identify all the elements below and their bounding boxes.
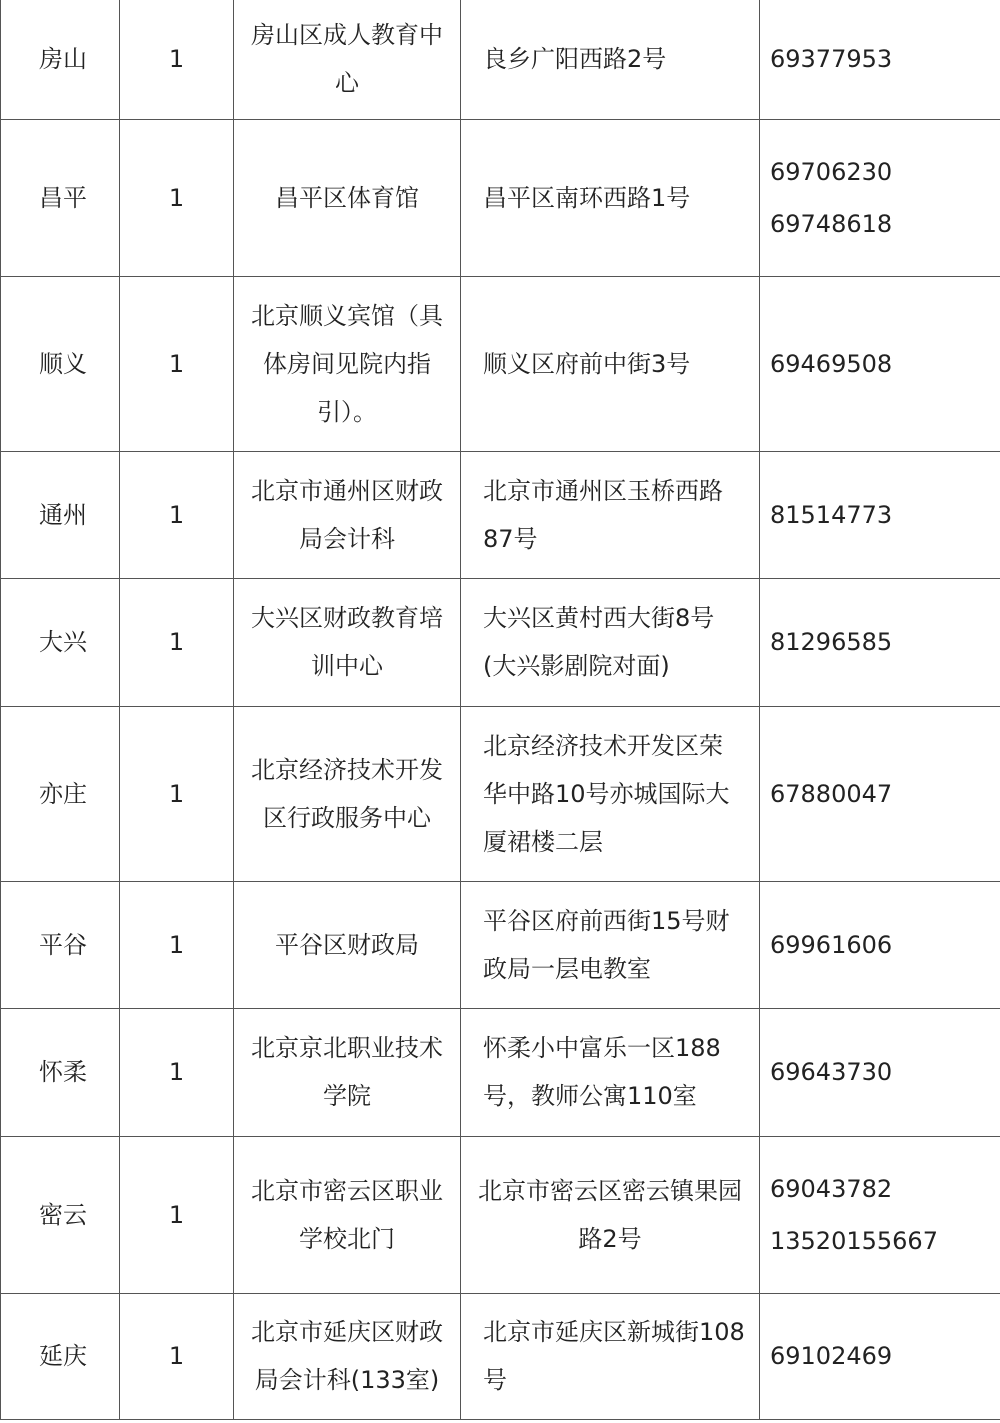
- phone-number: 69643730: [770, 1058, 893, 1086]
- phone-gap: [770, 1202, 1000, 1228]
- address-cell: 北京市通州区玉桥西路87号: [461, 451, 760, 578]
- district-cell: 通州: [1, 451, 120, 578]
- phone-cell: [760, 0, 1000, 119]
- phone-cell: [760, 1293, 1000, 1419]
- site-cell: 北京市通州区财政局会计科: [234, 451, 461, 578]
- site-cell: 平谷区财政局: [234, 881, 461, 1008]
- site-cell: 房山区成人教育中心: [234, 0, 461, 119]
- district-cell: 平谷: [1, 881, 120, 1008]
- phone-number: 81296585: [770, 628, 893, 656]
- phone-cell: [760, 119, 1000, 276]
- site-cell: 北京市密云区职业学校北门: [234, 1136, 461, 1293]
- phone-number: 69961606: [770, 930, 893, 959]
- phone-gap: [770, 185, 1000, 211]
- count-cell: 1: [120, 1136, 234, 1293]
- district-cell: 怀柔: [1, 1008, 120, 1136]
- phone-number: 69102469: [770, 1342, 893, 1370]
- address-cell: 北京市延庆区新城街108号: [461, 1293, 760, 1419]
- table-row: [1, 706, 1000, 881]
- district-cell: 昌平: [1, 119, 120, 276]
- phone-cell: [760, 276, 1000, 451]
- district-cell: 亦庄: [1, 706, 120, 881]
- phone-number: 67880047: [770, 779, 893, 808]
- phone-number: 69377953: [770, 45, 893, 74]
- address-cell: 顺义区府前中街3号: [461, 276, 760, 451]
- phone-cell: [760, 1136, 1000, 1293]
- phone-number: 69469508: [770, 349, 893, 378]
- count-cell: 1: [120, 578, 234, 706]
- table-row: [1, 578, 1000, 706]
- address-cell: 大兴区黄村西大街8号(大兴影剧院对面): [461, 578, 760, 706]
- phone-number: 13520155667: [770, 1226, 938, 1255]
- phone-number: 81514773: [770, 500, 893, 529]
- site-cell: 北京市延庆区财政局会计科(133室): [234, 1293, 461, 1419]
- district-cell: 房山: [1, 0, 120, 119]
- phone-cell: [760, 706, 1000, 881]
- district-cell: 密云: [1, 1136, 120, 1293]
- phone-cell: [760, 881, 1000, 1008]
- phone-cell: [760, 578, 1000, 706]
- district-cell: 大兴: [1, 578, 120, 706]
- table-row: [1, 119, 1000, 276]
- district-cell: 延庆: [1, 1293, 120, 1419]
- district-cell: 顺义: [1, 276, 120, 451]
- table-row: [1, 0, 1000, 119]
- phone-number: 69706230: [770, 157, 893, 186]
- table-row: [1, 1008, 1000, 1136]
- address-cell: 北京市密云区密云镇果园路2号: [461, 1136, 760, 1293]
- phone-cell: [760, 451, 1000, 578]
- count-cell: 1: [120, 706, 234, 881]
- count-cell: 1: [120, 119, 234, 276]
- table-row: [1, 1136, 1000, 1293]
- site-cell: 昌平区体育馆: [234, 119, 461, 276]
- count-cell: 1: [120, 881, 234, 1008]
- site-cell: 北京经济技术开发区行政服务中心: [234, 706, 461, 881]
- address-cell: 怀柔小中富乐一区188号，教师公寓110室: [461, 1008, 760, 1136]
- count-cell: 1: [120, 1008, 234, 1136]
- address-cell: 昌平区南环西路1号: [461, 119, 760, 276]
- phone-cell: [760, 1008, 1000, 1136]
- site-cell: 大兴区财政教育培训中心: [234, 578, 461, 706]
- address-cell: 良乡广阳西路2号: [461, 0, 760, 119]
- table-row: [1, 451, 1000, 578]
- table-row: [1, 1293, 1000, 1419]
- count-cell: 1: [120, 451, 234, 578]
- table-row: [1, 881, 1000, 1008]
- site-cell: 北京京北职业技术学院: [234, 1008, 461, 1136]
- phone-number: 69748618: [770, 209, 893, 238]
- address-cell: 北京经济技术开发区荣华中路10号亦城国际大厦裙楼二层: [461, 706, 760, 881]
- count-cell: 1: [120, 1293, 234, 1419]
- site-cell: 北京顺义宾馆（具体房间见院内指引）。: [234, 276, 461, 451]
- count-cell: 1: [120, 276, 234, 451]
- phone-number: 69043782: [770, 1174, 893, 1203]
- count-cell: 1: [120, 0, 234, 119]
- table-row: [1, 276, 1000, 451]
- address-cell: 平谷区府前西街15号财政局一层电教室: [461, 881, 760, 1008]
